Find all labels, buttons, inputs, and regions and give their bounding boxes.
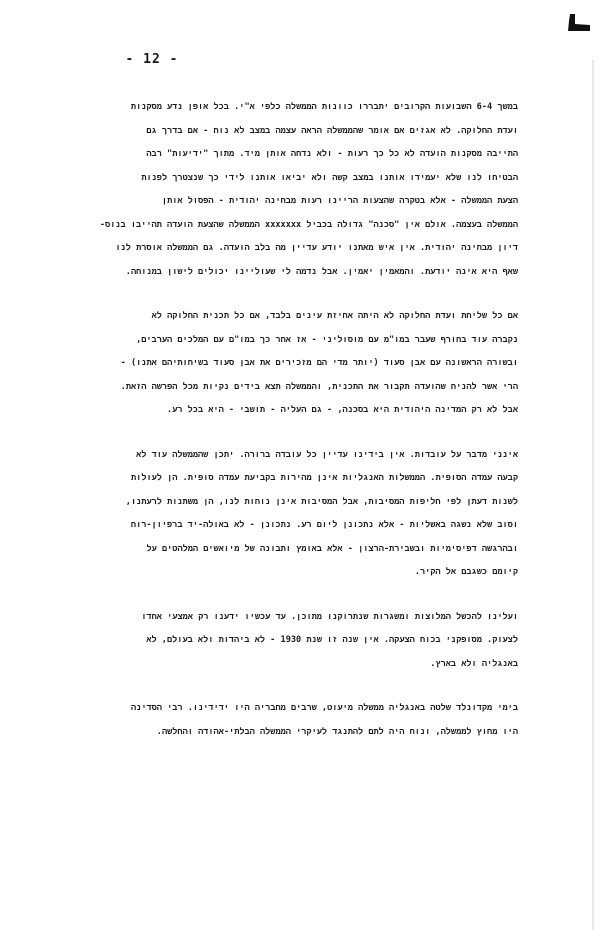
text-line: הממשלה בעצמה. אולם אין "סכנה" גדולה בכביל xxxxxxx הממשלה שהצעת הועדה תהייבו בנוס- — [99, 219, 518, 230]
text-line: הצעת הממשלה - אלא בטקרה שהצעות הריינו רעות מבחינה יהודית - הפסול אותן — [161, 196, 518, 206]
paragraph-3 — [98, 444, 518, 585]
text-line: היו מחוץ לממשלה, ונוח היה לתם להתנגד לעיקרי הממשלה הבלתי-אהודה והחלשה. — [156, 726, 518, 737]
text-line: קבעה עמדה הסופית. הממשלות האנגליות אינן מהירות בקביעת עמדה סופית. הן לעולות — [131, 473, 518, 483]
text-line: שאף היא אינה יודעת. והמאמין יאמין. אבל נדמה לי שעוליינו יכולים לישון במנוחה. — [125, 266, 518, 277]
text-line: במשך 6-4 השבועות הקרובים יתבררו כוונות הממשלה כלפי א"י. בכל אופן נדע מסקנות — [130, 102, 518, 112]
text-line: נקברה עוד בחורף שעבר במו"מ עם מוסוליני - אז אחר כך במו"ם עם המלכים הערבים, — [136, 334, 518, 345]
text-line: ועדת החלוקה. לא אגזים אם אומר שהממשלה הראה עצמה במצב לא נוח - אם בדרך גם — [146, 125, 518, 136]
text-line: וסוב שלא נשגה באשליות - אלא נתכונן ליום רע. נתכונן - לא באולה-יד ברפיון-רוח — [130, 520, 518, 530]
document-body — [98, 96, 518, 765]
page-number: - 12 - — [125, 52, 179, 67]
text-line: אינני מדבר על עובדות. אין בידינו עדיין כל עובדה ברורה. יתכן שהממשלה עוד לא — [136, 449, 518, 460]
paragraph-1 — [98, 96, 518, 284]
text-line: ובהרגשה דפיסימיות ובשבירת-הרצון - אלא באומץ ותבונה של מיואשים המלהטים על — [146, 543, 518, 554]
paragraph-5 — [98, 697, 518, 744]
text-line: לצעוק. מסופקני בכוח הצעקה. אין שנה זו שנת 1930 - לא ביהדות ולא בעולם, לא — [146, 635, 518, 645]
paragraph-2 — [98, 305, 518, 423]
text-line: לשנות דעתן לפי חליפות המסיבות, אבל המסיבות אינן נוחות לנו, הן משתנות לרעתנו, — [125, 496, 518, 507]
text-line: אבל לא רק המדינה היהודית היא בסכנה, - גם העליה - תושבי - היא בכל רע. — [166, 405, 518, 415]
paragraph-4 — [98, 606, 518, 677]
text-line: הבטיחו לנו שלא יעמידו אותנו במצב קשה ולא יביאו אותנו לידי כך שנצטרך לפנות — [141, 172, 518, 183]
text-line: אם כל שליחת ועדת החלוקה לא היתה אחיזת עינים בלבד, אם כל תכנית החלוקה לא — [151, 311, 518, 321]
text-line: באנגליה ולא בארץ. — [430, 658, 518, 669]
text-line: בימי מקדונלד שלטה באנגליה ממשלה מיעוט, שרבים מחבריה היו ידידינו. רבי הסדינה — [131, 703, 518, 713]
text-line: הרי אשר להניח שהועדה תקבור את התכנית, והממשלה תצא בידים נקיות מכל הפרשה הזאת. — [120, 381, 518, 392]
text-line: קיומם כשגבם אל הקיר. — [414, 567, 518, 577]
text-line: ובשורה הראשונה עם אבן סעוד (יותר מדי הם מזכירים את אבן סעוד בשיחותיהם אתנו) - — [120, 358, 518, 368]
text-line: התייבה מסקנות הועדה לא כל כך רעות - ולא נדחה אותן מיד. מתוך "ידיעות" רבה — [146, 149, 518, 159]
text-line: ועלינו להכשל המלוצות ומשגרות שנתרוקנו מתוכן. עד עכשיו ידענו רק אמצעי אחדו — [141, 611, 518, 622]
text-line: דיון מבחינה יהודית. אין איש מאתנו יודע עדיין מה בלב הועדה. גם הממשלה אוסרת לנו — [115, 243, 518, 253]
scan-corner-mark-icon — [566, 12, 592, 32]
